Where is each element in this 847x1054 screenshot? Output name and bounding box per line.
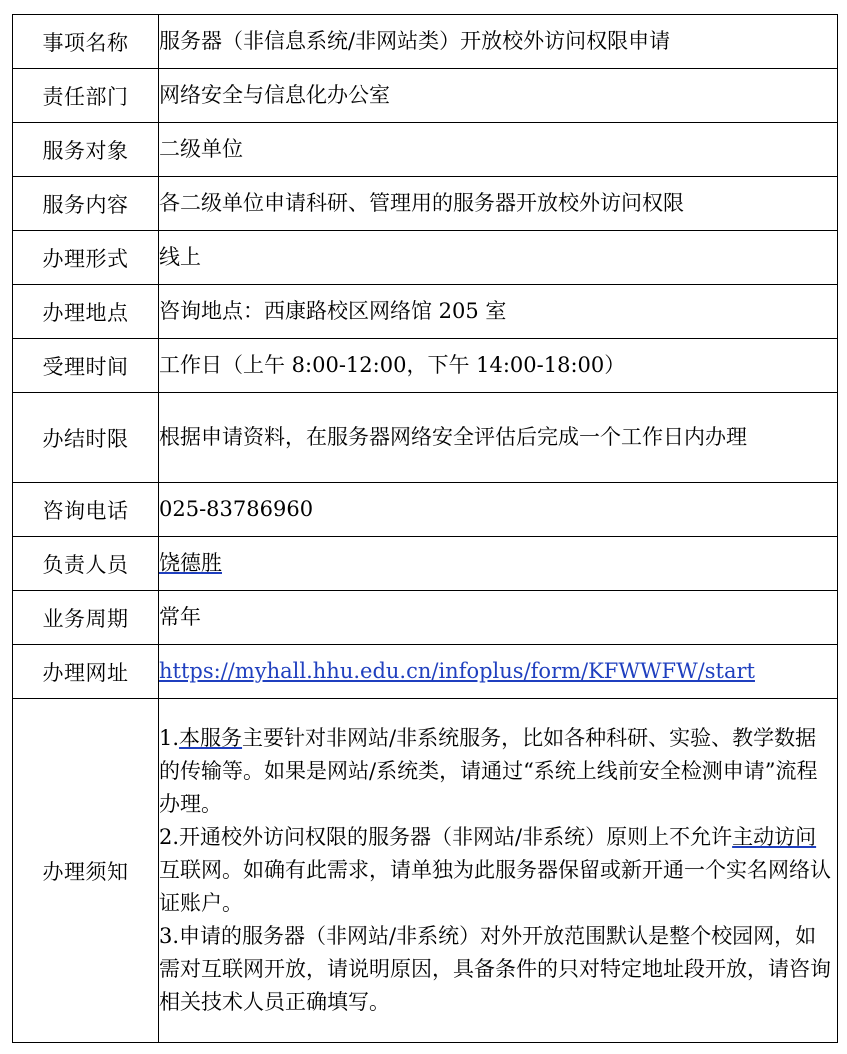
label-item-name: 事项名称	[13, 15, 159, 69]
value-notes	[159, 699, 838, 1043]
label-acceptance-time: 受理时间	[13, 339, 159, 393]
notes-item-2-prefix: 2.开通校外访问权限的服务器（非网站/非系统）原则上不允许	[159, 825, 733, 849]
row-department	[13, 69, 838, 123]
value-service-target: 二级单位	[159, 123, 838, 177]
value-item-name: 服务器（非信息系统/非网站类）开放校外访问权限申请	[159, 15, 838, 69]
row-acceptance-time	[13, 339, 838, 393]
row-item-name	[13, 15, 838, 69]
value-acceptance-time: 工作日（上午 8:00-12:00，下午 14:00-18:00）	[159, 339, 838, 393]
row-business-cycle	[13, 591, 838, 645]
row-service-target	[13, 123, 838, 177]
label-department: 责任部门	[13, 69, 159, 123]
value-location: 咨询地点：西康路校区网络馆 205 室	[159, 285, 838, 339]
notes-item-1-rest: 主要针对非网站/非系统服务，比如各种科研、实验、教学数据的传输等。如果是网站/系统类，请通过“系统上线前安全检测申请”流程办理。	[159, 726, 818, 816]
label-business-cycle: 业务周期	[13, 591, 159, 645]
notes-item-2-link[interactable]: 主动访问	[732, 825, 817, 849]
label-handling-form: 办理形式	[13, 231, 159, 285]
label-service-content: 服务内容	[13, 177, 159, 231]
row-location	[13, 285, 838, 339]
value-handling-form: 线上	[159, 231, 838, 285]
row-service-content	[13, 177, 838, 231]
label-time-limit: 办结时限	[13, 393, 159, 483]
label-contact-person: 负责人员	[13, 537, 159, 591]
row-time-limit	[13, 393, 838, 483]
service-url-link[interactable]: https://myhall.hhu.edu.cn/infoplus/form/KFWWFW/start	[159, 659, 755, 683]
contact-person-link[interactable]: 饶德胜	[159, 551, 222, 575]
row-url	[13, 645, 838, 699]
value-department: 网络安全与信息化办公室	[159, 69, 838, 123]
row-notes	[13, 699, 838, 1043]
value-time-limit: 根据申请资料，在服务器网络安全评估后完成一个工作日内办理	[159, 393, 838, 483]
label-url: 办理网址	[13, 645, 159, 699]
label-location: 办理地点	[13, 285, 159, 339]
label-phone: 咨询电话	[13, 483, 159, 537]
notes-item-1-link[interactable]: 本服务	[179, 726, 243, 750]
value-service-content: 各二级单位申请科研、管理用的服务器开放校外访问权限	[159, 177, 838, 231]
row-handling-form	[13, 231, 838, 285]
notes-item-2-rest: 互联网。如确有此需求，请单独为此服务器保留或新开通一个实名网络认证账户。	[159, 858, 831, 915]
label-service-target: 服务对象	[13, 123, 159, 177]
notes-item-1	[159, 722, 837, 821]
row-contact-person	[13, 537, 838, 591]
label-notes: 办理须知	[13, 699, 159, 1043]
value-url	[159, 645, 838, 699]
value-phone: 025-83786960	[159, 483, 838, 537]
value-business-cycle: 常年	[159, 591, 838, 645]
row-phone	[13, 483, 838, 537]
notes-item-1-prefix: 1.	[159, 726, 180, 750]
notes-item-2	[159, 821, 837, 920]
value-contact-person	[159, 537, 838, 591]
notes-item-3: 3.申请的服务器（非网站/非系统）对外开放范围默认是整个校园网，如需对互联网开放，请说明原因，具备条件的只对特定地址段开放，请咨询相关技术人员正确填写。	[159, 924, 831, 1014]
service-info-table	[12, 14, 838, 1043]
